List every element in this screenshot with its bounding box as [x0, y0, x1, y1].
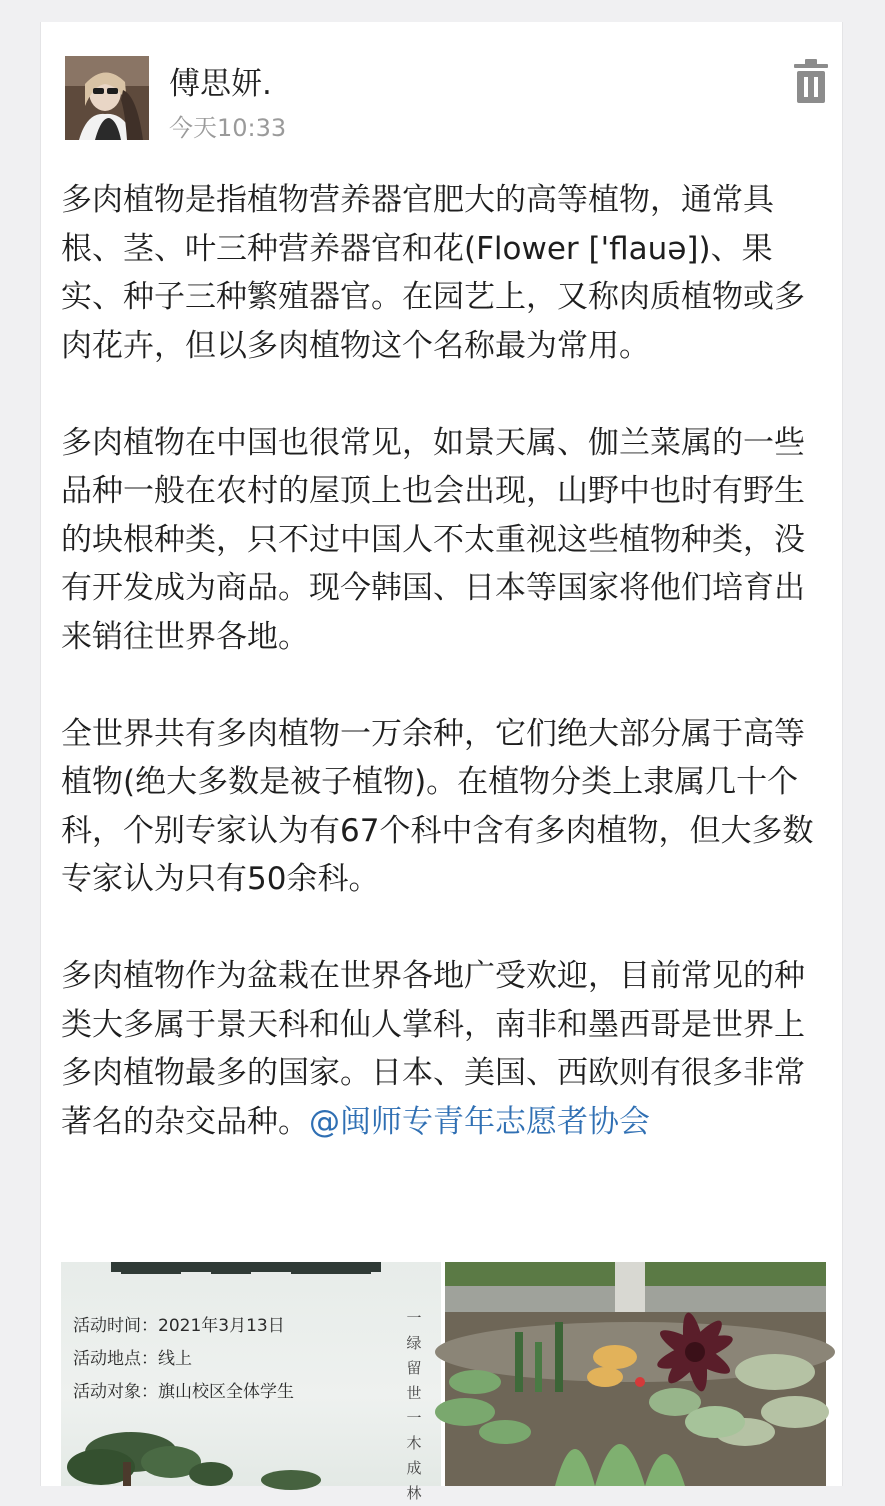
- photo-succulents[interactable]: [445, 1262, 826, 1486]
- poster-line-audience: 活动对象：旗山校区全体学生: [73, 1382, 294, 1402]
- poster-line-time: 活动时间：2021年3月13日: [73, 1316, 285, 1336]
- photo-grid: [61, 1262, 826, 1502]
- post-body: [61, 176, 827, 1146]
- top-strip: [0, 0, 885, 22]
- post-paragraph-4: [61, 952, 827, 1146]
- photo-event-poster[interactable]: [61, 1262, 441, 1502]
- avatar-photo: [65, 56, 149, 140]
- poster-details: [73, 1310, 294, 1409]
- poster-vertical-text: 一绿留世 一木成林: [406, 1309, 422, 1502]
- post-timestamp: 今天10:33: [169, 114, 287, 142]
- avatar[interactable]: [65, 56, 149, 140]
- post-paragraph-1: 多肉植物是指植物营养器官肥大的高等植物，通常具根、茎、叶三种营养器官和花(Flower ['flauə])、果实、种子三种繁殖器官。在园艺上，又称肉质植物或多肉花卉，但以多肉植物这个名称最为常用。: [61, 182, 805, 364]
- mention-link[interactable]: @闽师专青年志愿者协会: [309, 1103, 650, 1140]
- trash-icon: [793, 58, 829, 106]
- post-paragraph-4-text: 多肉植物作为盆栽在世界各地广受欢迎，目前常见的种类大多属于景天科和仙人掌科，南非和墨西哥是世界上多肉植物最多的国家。日本、美国、西欧则有很多非常著名的杂交品种。: [61, 958, 805, 1140]
- post-paragraph-3: 全世界共有多肉植物一万余种，它们绝大部分属于高等植物(绝大多数是被子植物)。在植物分类上隶属几十个科，个别专家认为有67个科中含有多肉植物，但大多数专家认为只有50余科。: [61, 715, 814, 897]
- succulents-illustration: [445, 1262, 826, 1486]
- post-paragraph-2: 多肉植物在中国也很常见，如景天属、伽兰菜属的一些品种一般在农村的屋顶上也会出现，山野中也时有野生的块根种类，只不过中国人不太重视这些植物种类，没有开发成为商品。现今韩国、日本等国家将他们培育出来销往世界各地。: [61, 424, 805, 655]
- username[interactable]: 傅思妍.: [169, 66, 272, 102]
- poster-line-place: 活动地点：线上: [73, 1349, 192, 1369]
- delete-button[interactable]: [793, 58, 829, 106]
- post-card: [40, 22, 843, 1502]
